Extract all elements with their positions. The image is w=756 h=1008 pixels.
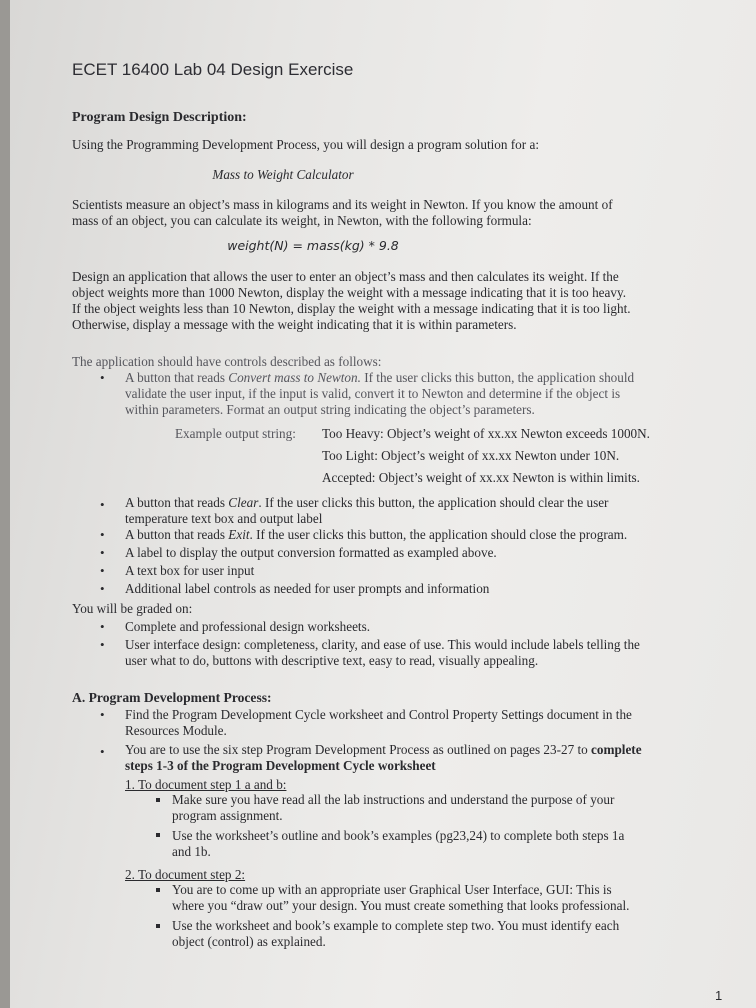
graded-item-1: Complete and professional design worksheets.	[125, 619, 371, 634]
intro-line: Using the Programming Development Process, you will design a program solution for a:	[72, 137, 539, 152]
square-bullet	[156, 798, 160, 802]
bullet-dot: •	[100, 545, 105, 560]
scientists-line-1: Scientists measure an object’s mass in kilograms and its weight in Newton. If you know the amount of	[72, 197, 613, 212]
paper-sheet	[10, 0, 756, 1008]
step2-bullet2-line-1: Use the worksheet and book’s example to complete step two. You must identify each	[172, 918, 620, 933]
square-bullet	[156, 888, 160, 892]
step1-bullet1-line-2: program assignment.	[172, 808, 283, 823]
example-too-heavy: Too Heavy: Object’s weight of xx.xx Newton exceeds 1000N.	[322, 426, 650, 441]
convert-button-name: Convert mass to Newton.	[228, 370, 361, 385]
design-heading: Program Design Description:	[72, 110, 247, 125]
textbox-item: A text box for user input	[125, 563, 255, 578]
controls-intro: The application should have controls described as follows:	[72, 354, 382, 369]
page-number: 1	[715, 988, 723, 1003]
additional-item: Additional label controls as needed for user prompts and information	[125, 581, 490, 596]
step2-bullet1-line-2: where you “draw out” your design. You must create something that looks professional.	[172, 898, 630, 913]
design-line-3: If the object weights less than 10 Newton, display the weight with a message indicating that it is too light.	[72, 301, 631, 316]
label-item: A label to display the output conversion formatted as exampled above.	[125, 545, 497, 560]
convert-line-3: within parameters. Format an output string indicating the object’s parameters.	[125, 402, 535, 417]
document-page	[10, 0, 756, 1008]
graded-heading: You will be graded on:	[72, 601, 193, 616]
bullet-dot: •	[100, 581, 105, 596]
step2-bullet1-line-1: You are to come up with an appropriate user Graphical User Interface, GUI: This is	[172, 882, 612, 897]
square-bullet	[156, 833, 160, 837]
step1-bullet1-line-1: Make sure you have read all the lab instructions and understand the purpose of your	[172, 792, 615, 807]
square-bullet	[156, 924, 160, 928]
bullet-dot: •	[100, 744, 105, 759]
formula: weight(N) = mass(kg) * 9.8	[227, 238, 399, 253]
use-line-1: You are to use the six step Program Development Process as outlined on pages 23-27 to complete	[125, 742, 642, 757]
design-line-2: object weights more than 1000 Newton, display the weight with a message indicating that it is too heavy.	[72, 285, 627, 300]
scientists-line-2: mass of an object, you can calculate its weight, in Newton, with the following formula:	[72, 213, 532, 228]
find-line-2: Resources Module.	[125, 723, 227, 738]
graded-item-2-line-1: User interface design: completeness, clarity, and ease of use. This would include labels telling the	[125, 637, 640, 652]
clear-button-name: Clear	[228, 495, 259, 510]
bullet-dot: •	[100, 707, 105, 722]
clear-line-2: temperature text box and output label	[125, 511, 323, 526]
step1-bullet2-line-2: and 1b.	[172, 844, 211, 859]
use-line-2: steps 1-3 of the Program Development Cycle worksheet	[125, 758, 436, 773]
example-label: Example output string:	[175, 426, 296, 441]
example-accepted: Accepted: Object’s weight of xx.xx Newton is within limits.	[322, 470, 640, 485]
bullet-dot: •	[100, 370, 105, 385]
design-line-1: Design an application that allows the user to enter an object’s mass and then calculates its weight. If the	[72, 269, 619, 284]
step2-bullet2-line-2: object (control) as explained.	[172, 934, 326, 949]
bullet-dot: •	[100, 619, 105, 634]
convert-line-1: A button that reads Convert mass to Newton. If the user clicks this button, the application should	[125, 370, 635, 385]
section-a-heading: A. Program Development Process:	[72, 690, 272, 705]
graded-item-2-line-2: user what to do, buttons with descriptive text, easy to read, visually appealing.	[125, 653, 539, 668]
exit-line: A button that reads Exit. If the user clicks this button, the application should close the program.	[125, 527, 628, 542]
clear-line-1: A button that reads Clear. If the user clicks this button, the application should clear the user	[125, 495, 609, 510]
step1-heading: 1. To document step 1 a and b:	[125, 777, 287, 792]
program-name: Mass to Weight Calculator	[212, 167, 354, 182]
design-line-4: Otherwise, display a message with the weight indicating that it is within parameters.	[72, 317, 517, 332]
bullet-dot: •	[100, 563, 105, 578]
step2-heading: 2. To document step 2:	[125, 867, 246, 882]
step1-bullet2-line-1: Use the worksheet’s outline and book’s examples (pg23,24) to complete both steps 1a	[172, 828, 625, 843]
convert-line-2: validate the user input, if the input is valid, convert it to Newton and determine if the object is	[125, 386, 621, 401]
find-line-1: Find the Program Development Cycle worksheet and Control Property Settings document in the	[125, 707, 632, 722]
bullet-dot: •	[100, 637, 105, 652]
bullet-dot: •	[100, 527, 105, 542]
example-too-light: Too Light: Object’s weight of xx.xx Newton under 10N.	[322, 448, 620, 463]
document-title: ECET 16400 Lab 04 Design Exercise	[72, 60, 354, 79]
exit-button-name: Exit	[228, 527, 250, 542]
bullet-dot: •	[100, 497, 105, 512]
